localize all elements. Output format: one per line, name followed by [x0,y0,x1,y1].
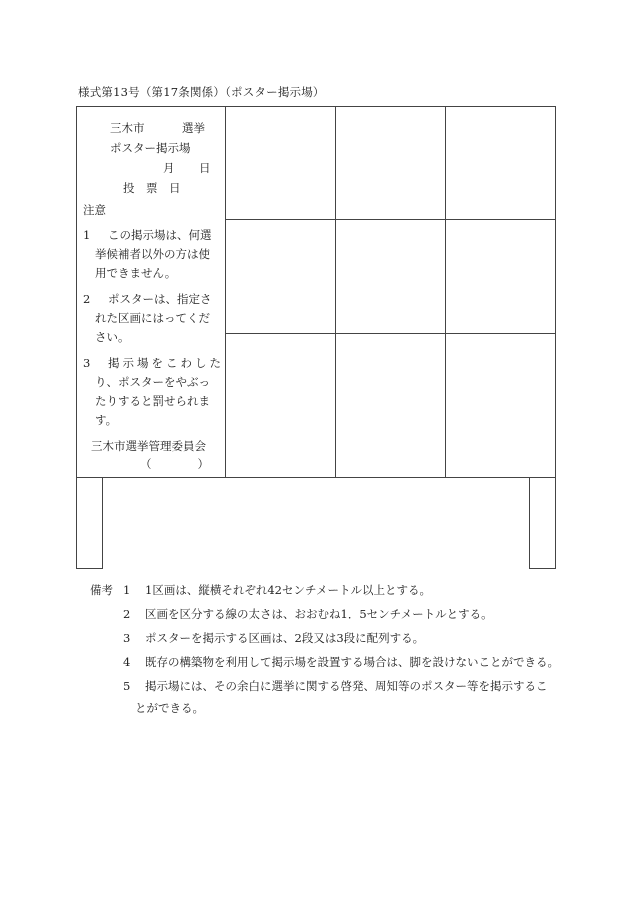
month-label: 月 [163,161,175,175]
remark-item [123,630,424,646]
note-line: さい。 [95,330,130,344]
voting-day-label: 投 票 日 [123,181,181,195]
remark-number: 5 [123,679,131,693]
remark-number: 3 [123,631,131,645]
remark-text: 掲示場には、その余白に選挙に関する啓発、周知等のポスター等を掲示するこ [145,679,548,693]
poster-board [76,106,556,478]
note-2 [83,289,223,351]
day-label: 日 [199,161,211,175]
remark-text: 区画を区分する線の太さは、おおむね1．5センチメートルとする。 [145,607,493,621]
poster-cell [446,220,555,333]
remark-number: 4 [123,655,131,669]
note-line: り、ポスターをやぶっ [95,375,210,389]
remark-number: 1 [123,583,131,597]
note-line: 用できません。 [95,266,177,280]
board-title: ポスター掲示場 [110,141,191,155]
note-line: 掲示場をこわした [108,356,224,370]
remark-item [123,582,431,598]
remark-item [123,678,548,694]
committee-name: 三木市選挙管理委員会 [91,439,206,453]
election-label: 選挙 [182,121,205,135]
note-line: ポスターは、指定さ [108,292,212,306]
poster-cell [336,220,445,333]
note-number: 2 [83,292,91,306]
poster-cell [446,107,555,219]
remark-item [123,606,493,622]
note-number: 1 [83,228,91,242]
note-line: す。 [95,413,118,427]
remarks-title: 備考 [90,583,113,597]
remark-number: 2 [123,607,131,621]
form-heading: 様式第13号（第17条関係）（ポスター掲示場） [78,85,325,99]
board-leg-left [76,477,103,569]
city-name: 三木市 [110,121,145,135]
poster-cell [226,334,335,477]
note-line: 挙候補者以外の方は使 [95,247,210,261]
committee-parentheses: （ ） [140,457,209,471]
poster-cell [336,334,445,477]
remark-text: ポスターを掲示する区画は、2段又は3段に配列する。 [145,631,425,645]
board-leg-right [529,477,556,569]
remark-text: 1区画は、縦横それぞれ42センチメートル以上とする。 [145,583,431,597]
note-1 [83,225,223,287]
remark-item [123,654,559,670]
poster-cell [226,107,335,219]
caution-title: 注意 [83,203,106,217]
poster-cell [226,220,335,333]
note-number: 3 [83,356,91,370]
note-line: たりすると罰せられま [95,394,210,408]
note-line: この掲示場は、何選 [108,228,212,242]
remark-continuation: とができる。 [135,701,204,715]
poster-cell [336,107,445,219]
note-line: れた区画にはってくだ [95,311,210,325]
remark-text: 既存の構築物を利用して掲示場を設置する場合は、脚を設けないことができる。 [145,655,559,669]
note-3 [83,353,223,433]
poster-cell [446,334,555,477]
